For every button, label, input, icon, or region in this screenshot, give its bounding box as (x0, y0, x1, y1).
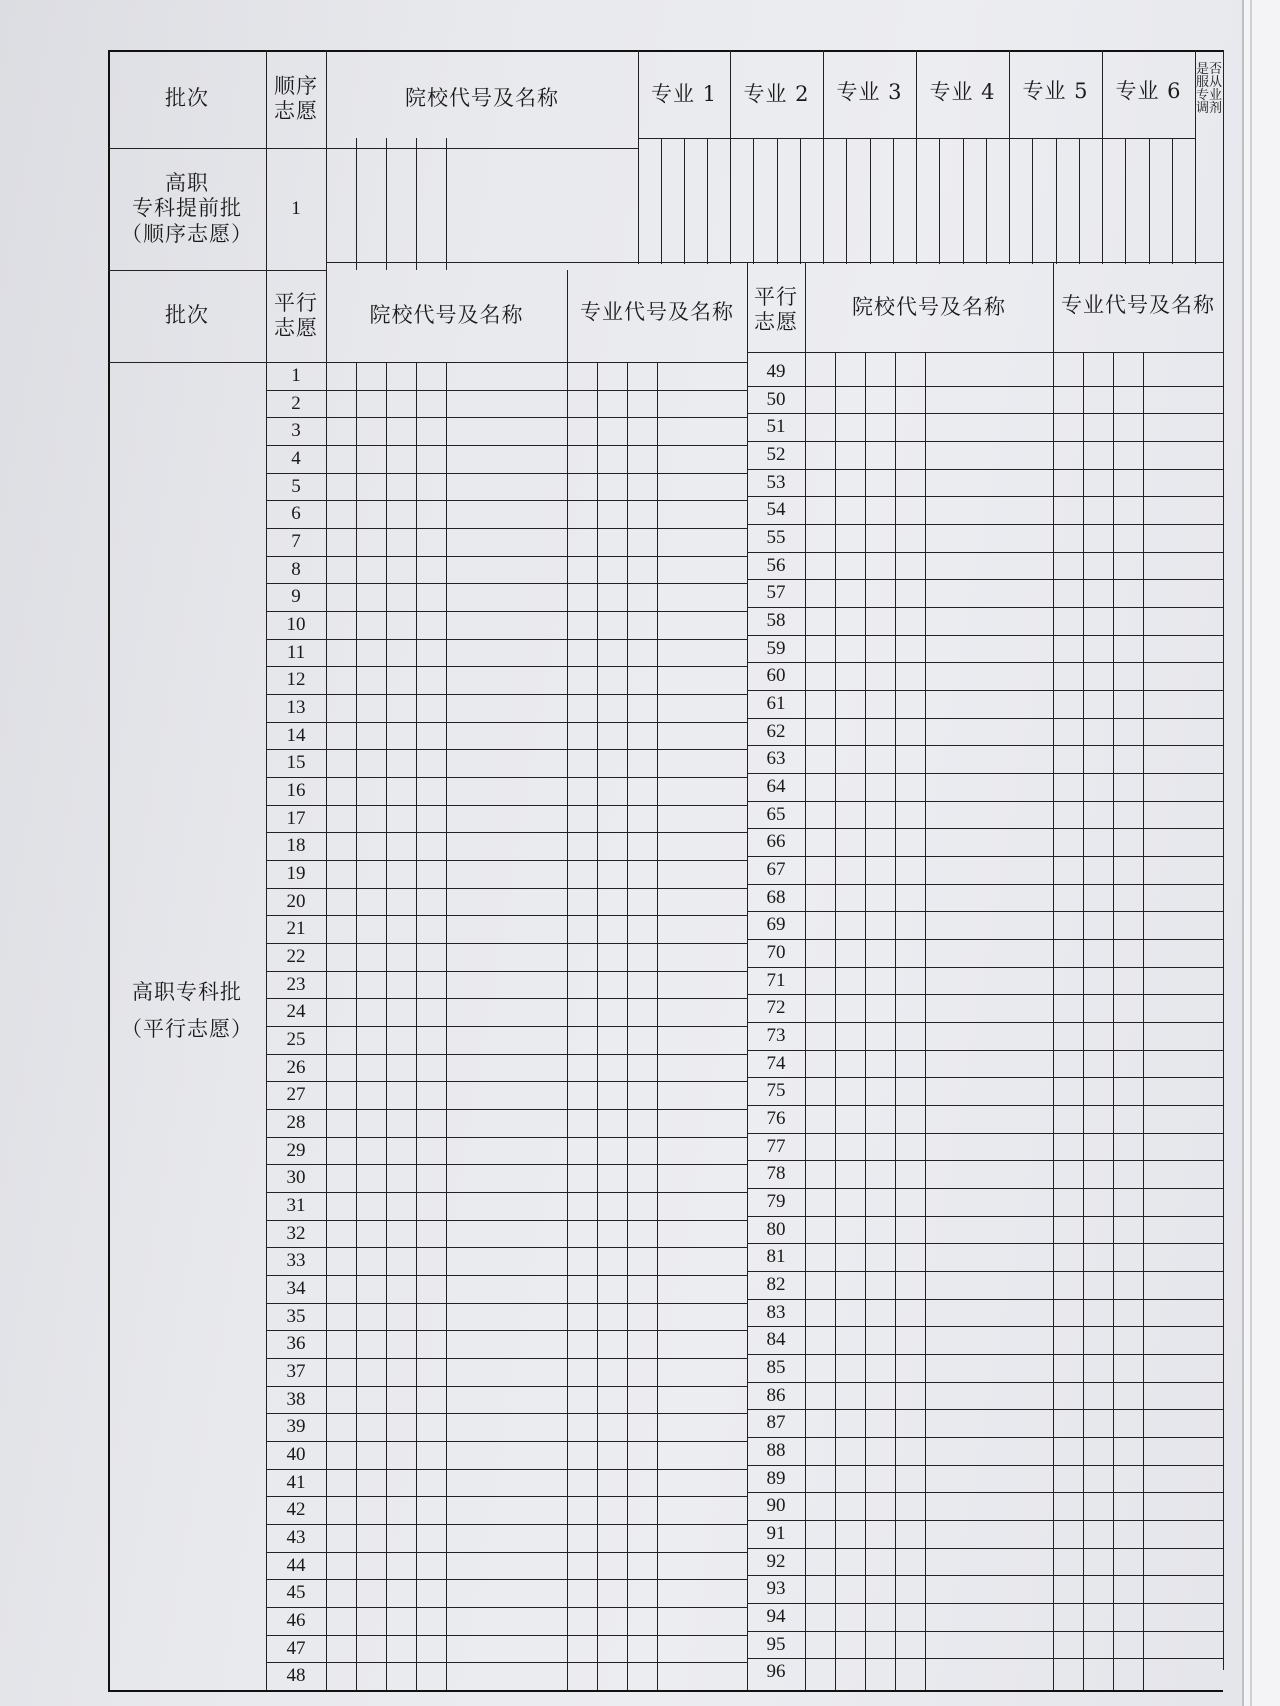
parallel-header-school-label-right: 院校代号及名称 (852, 295, 1006, 320)
grid-line-horizontal (266, 639, 747, 640)
grid-line-vertical (1053, 262, 1054, 1690)
row-number-left: 31 (286, 1194, 306, 1216)
grid-line-horizontal (747, 939, 1223, 940)
grid-line-vertical (1009, 50, 1010, 264)
row-number-left: 12 (286, 668, 306, 690)
header-obey-adjust-label: 是否服从专业调剂 (1195, 62, 1222, 116)
grid-line-horizontal (747, 1105, 1223, 1106)
grid-line-horizontal (747, 1631, 1223, 1632)
row-number-right: 75 (766, 1079, 786, 1101)
row-number-right: 89 (766, 1467, 786, 1489)
grid-line-horizontal (747, 1133, 1223, 1134)
header-major-3-label: 专业 3 (836, 80, 903, 105)
grid-line-horizontal (747, 1603, 1223, 1604)
row-number-right: 85 (766, 1356, 786, 1378)
grid-line-horizontal (266, 1552, 747, 1553)
grid-line-vertical (963, 138, 964, 264)
row-number-right: 61 (766, 692, 786, 714)
grid-line-horizontal (747, 1575, 1223, 1576)
grid-line-vertical (730, 50, 731, 264)
row-number-left: 21 (286, 917, 306, 939)
grid-line-horizontal (266, 1054, 747, 1055)
grid-line-horizontal (747, 967, 1223, 968)
row-number-left: 23 (286, 973, 306, 995)
row-number-right: 92 (766, 1550, 786, 1572)
row-number-right: 71 (766, 969, 786, 991)
grid-line-horizontal (266, 1441, 747, 1442)
parallel-header-wish-label-right: 平行 志愿 (754, 284, 798, 334)
row-number-left: 39 (286, 1415, 306, 1437)
grid-line-vertical (800, 138, 801, 264)
grid-line-vertical (1195, 50, 1196, 264)
row-number-right: 86 (766, 1384, 786, 1406)
grid-line-horizontal (266, 1635, 747, 1636)
grid-line-vertical (638, 50, 639, 264)
grid-line-horizontal (266, 943, 747, 944)
row-number-left: 46 (286, 1609, 306, 1631)
grid-line-horizontal (266, 445, 747, 446)
grid-line-horizontal (266, 417, 747, 418)
grid-line-horizontal (747, 1077, 1223, 1078)
advance-seq-number: 1 (291, 197, 301, 219)
grid-line-horizontal (266, 1386, 747, 1387)
grid-line-horizontal (266, 749, 747, 750)
row-number-right: 50 (766, 388, 786, 410)
grid-line-vertical (356, 138, 357, 270)
row-number-right: 55 (766, 526, 786, 548)
row-number-right: 60 (766, 664, 786, 686)
grid-line-horizontal (266, 1303, 747, 1304)
grid-line-vertical (1102, 50, 1103, 264)
row-number-right: 74 (766, 1052, 786, 1074)
row-number-left: 18 (286, 834, 306, 856)
grid-line-horizontal (266, 1413, 747, 1414)
row-number-right: 51 (766, 415, 786, 437)
grid-line-horizontal (747, 856, 1223, 857)
grid-line-horizontal (747, 994, 1223, 995)
row-number-left: 38 (286, 1388, 306, 1410)
row-number-right: 91 (766, 1522, 786, 1544)
grid-line-horizontal (266, 832, 747, 833)
row-number-right: 49 (766, 360, 786, 382)
grid-line-horizontal (747, 801, 1223, 802)
grid-line-horizontal (266, 666, 747, 667)
row-number-left: 20 (286, 890, 306, 912)
grid-line-horizontal (108, 1690, 1223, 1692)
grid-line-horizontal (747, 1548, 1223, 1549)
grid-line-vertical (753, 138, 754, 264)
row-number-left: 1 (291, 364, 301, 386)
row-number-right: 81 (766, 1245, 786, 1267)
row-number-left: 4 (291, 447, 301, 469)
row-number-right: 82 (766, 1273, 786, 1295)
row-number-right: 90 (766, 1494, 786, 1516)
grid-line-horizontal (747, 1354, 1223, 1355)
grid-line-vertical (108, 50, 110, 1690)
grid-line-horizontal (747, 1326, 1223, 1327)
row-number-left: 7 (291, 530, 301, 552)
grid-line-horizontal (747, 1437, 1223, 1438)
row-number-right: 67 (766, 858, 786, 880)
row-number-left: 32 (286, 1222, 306, 1244)
grid-line-horizontal (266, 500, 747, 501)
grid-line-horizontal (747, 828, 1223, 829)
grid-line-vertical (846, 138, 847, 264)
row-number-left: 27 (286, 1083, 306, 1105)
grid-line-horizontal (747, 1050, 1223, 1051)
row-number-left: 47 (286, 1637, 306, 1659)
grid-line-horizontal (747, 1382, 1223, 1383)
grid-line-horizontal (266, 971, 747, 972)
row-number-left: 17 (286, 807, 306, 829)
grid-line-horizontal (266, 528, 747, 529)
grid-line-horizontal (747, 524, 1223, 525)
header-seq-wish-label: 顺序 志愿 (274, 73, 318, 123)
row-number-left: 9 (291, 585, 301, 607)
grid-line-horizontal (747, 1271, 1223, 1272)
grid-line-horizontal (747, 1216, 1223, 1217)
grid-line-horizontal (266, 390, 747, 391)
grid-line-horizontal (266, 1469, 747, 1470)
grid-line-vertical (870, 138, 871, 264)
grid-line-horizontal (747, 441, 1223, 442)
grid-line-horizontal (747, 1409, 1223, 1410)
grid-line-horizontal (266, 1137, 747, 1138)
grid-line-horizontal (747, 690, 1223, 691)
grid-line-vertical (939, 138, 940, 264)
grid-line-horizontal (266, 777, 747, 778)
grid-line-horizontal (266, 1081, 747, 1082)
row-number-right: 96 (766, 1660, 786, 1682)
grid-line-horizontal (266, 1579, 747, 1580)
grid-line-vertical (1172, 138, 1173, 264)
grid-line-horizontal (266, 1275, 747, 1276)
row-number-left: 6 (291, 502, 301, 524)
grid-line-horizontal (747, 911, 1223, 912)
grid-line-horizontal (747, 1188, 1223, 1189)
row-number-right: 69 (766, 913, 786, 935)
grid-line-vertical (805, 262, 806, 1690)
row-number-right: 87 (766, 1411, 786, 1433)
row-number-right: 59 (766, 637, 786, 659)
grid-line-horizontal (326, 262, 1223, 263)
grid-line-vertical (777, 138, 778, 264)
row-number-left: 48 (286, 1664, 306, 1686)
grid-line-vertical (916, 50, 917, 264)
row-number-right: 52 (766, 443, 786, 465)
grid-line-horizontal (266, 1192, 747, 1193)
parallel-header-major-label-left: 专业代号及名称 (580, 300, 734, 325)
grid-line-horizontal (747, 635, 1223, 636)
grid-line-vertical (386, 138, 387, 270)
grid-line-vertical (1032, 138, 1033, 264)
row-number-right: 57 (766, 581, 786, 603)
row-number-left: 37 (286, 1360, 306, 1382)
grid-line-horizontal (266, 1164, 747, 1165)
grid-line-vertical (661, 138, 662, 264)
grid-line-horizontal (266, 556, 747, 557)
row-number-left: 26 (286, 1056, 306, 1078)
grid-line-horizontal (266, 1524, 747, 1525)
grid-line-vertical (707, 138, 708, 264)
row-number-left: 34 (286, 1277, 306, 1299)
row-number-left: 40 (286, 1443, 306, 1465)
grid-line-horizontal (747, 884, 1223, 885)
parallel-header-wish-label-left: 平行 志愿 (274, 290, 318, 340)
row-number-left: 33 (286, 1249, 306, 1271)
grid-line-vertical (986, 138, 987, 264)
grid-line-horizontal (266, 860, 747, 861)
row-number-right: 53 (766, 471, 786, 493)
grid-line-horizontal (266, 1496, 747, 1497)
grid-line-horizontal (266, 722, 747, 723)
row-number-left: 24 (286, 1000, 306, 1022)
header-school-label: 院校代号及名称 (405, 86, 559, 111)
row-number-left: 44 (286, 1554, 306, 1576)
grid-line-horizontal (266, 611, 747, 612)
grid-line-vertical (326, 50, 327, 270)
row-number-right: 93 (766, 1577, 786, 1599)
row-number-right: 70 (766, 941, 786, 963)
row-number-left: 22 (286, 945, 306, 967)
header-major-6-label: 专业 6 (1115, 79, 1182, 104)
row-number-left: 19 (286, 862, 306, 884)
grid-line-horizontal (266, 1662, 747, 1663)
header-major-5-label: 专业 5 (1022, 79, 1089, 104)
advance-batch-label: 高职 专科提前批 （顺序志愿） (121, 171, 253, 246)
row-number-left: 43 (286, 1526, 306, 1548)
header-major-4-label: 专业 4 (929, 80, 996, 105)
row-number-left: 35 (286, 1305, 306, 1327)
parallel-header-school-label-left: 院校代号及名称 (369, 303, 524, 328)
grid-line-vertical (1079, 138, 1080, 264)
row-number-left: 5 (291, 475, 301, 497)
row-number-right: 76 (766, 1107, 786, 1129)
grid-line-horizontal (747, 579, 1223, 580)
row-number-right: 63 (766, 747, 786, 769)
row-number-right: 62 (766, 720, 786, 742)
row-number-right: 80 (766, 1218, 786, 1240)
row-number-left: 36 (286, 1332, 306, 1354)
grid-line-horizontal (747, 745, 1223, 746)
grid-line-horizontal (747, 552, 1223, 553)
row-number-left: 3 (291, 419, 301, 441)
grid-line-horizontal (747, 607, 1223, 608)
grid-line-horizontal (747, 496, 1223, 497)
grid-line-horizontal (266, 583, 747, 584)
row-number-left: 42 (286, 1498, 306, 1520)
row-number-left: 14 (286, 724, 306, 746)
row-number-right: 79 (766, 1190, 786, 1212)
parallel-header-batch-label: 批次 (165, 303, 209, 328)
grid-line-vertical (326, 270, 327, 1690)
row-number-right: 95 (766, 1633, 786, 1655)
grid-line-horizontal (266, 915, 747, 916)
grid-line-horizontal (266, 1026, 747, 1027)
row-number-right: 64 (766, 775, 786, 797)
row-number-left: 15 (286, 751, 306, 773)
grid-line-horizontal (747, 1299, 1223, 1300)
row-number-left: 30 (286, 1166, 306, 1188)
grid-line-horizontal (747, 1465, 1223, 1466)
row-number-right: 94 (766, 1605, 786, 1627)
row-number-right: 78 (766, 1162, 786, 1184)
grid-line-vertical (1149, 138, 1150, 264)
row-number-right: 54 (766, 498, 786, 520)
grid-line-vertical (416, 138, 417, 270)
row-number-left: 10 (286, 613, 306, 635)
grid-line-vertical (1056, 138, 1057, 264)
grid-line-horizontal (266, 805, 747, 806)
grid-line-horizontal (266, 473, 747, 474)
row-number-left: 45 (286, 1581, 306, 1603)
grid-line-horizontal (266, 888, 747, 889)
row-number-right: 77 (766, 1135, 786, 1157)
grid-line-vertical (567, 270, 568, 1690)
row-number-left: 13 (286, 696, 306, 718)
grid-line-horizontal (747, 718, 1223, 719)
grid-line-horizontal (266, 1607, 747, 1608)
header-major-2-label: 专业 2 (743, 82, 810, 107)
parallel-batch-label: 高职专科批 （平行志愿） (121, 980, 253, 1041)
grid-line-horizontal (266, 1330, 747, 1331)
grid-line-horizontal (747, 773, 1223, 774)
grid-line-horizontal (747, 1243, 1223, 1244)
grid-line-horizontal (747, 413, 1223, 414)
row-number-right: 66 (766, 830, 786, 852)
row-number-right: 83 (766, 1301, 786, 1323)
grid-line-horizontal (108, 148, 638, 149)
grid-line-horizontal (747, 352, 1223, 353)
row-number-right: 84 (766, 1328, 786, 1350)
row-number-right: 56 (766, 554, 786, 576)
grid-line-horizontal (108, 362, 747, 363)
grid-line-horizontal (266, 694, 747, 695)
grid-line-horizontal (747, 1022, 1223, 1023)
parallel-header-major-label-right: 专业代号及名称 (1061, 293, 1215, 318)
row-number-left: 41 (286, 1471, 306, 1493)
row-number-left: 8 (291, 558, 301, 580)
header-batch-label: 批次 (165, 86, 209, 111)
grid-line-horizontal (747, 1658, 1223, 1659)
grid-line-horizontal (266, 1358, 747, 1359)
grid-line-horizontal (266, 998, 747, 999)
row-number-right: 68 (766, 886, 786, 908)
grid-line-vertical (446, 138, 447, 270)
grid-line-horizontal (747, 1160, 1223, 1161)
grid-line-horizontal (266, 1247, 747, 1248)
grid-line-horizontal (266, 1220, 747, 1221)
row-number-right: 72 (766, 996, 786, 1018)
grid-line-horizontal (108, 50, 1223, 52)
grid-line-vertical (1125, 138, 1126, 264)
row-number-right: 88 (766, 1439, 786, 1461)
grid-line-vertical (1223, 50, 1224, 1670)
row-number-left: 25 (286, 1028, 306, 1050)
grid-line-horizontal (108, 270, 326, 271)
grid-line-horizontal (747, 386, 1223, 387)
row-number-left: 2 (291, 392, 301, 414)
grid-line-horizontal (747, 469, 1223, 470)
row-number-left: 29 (286, 1139, 306, 1161)
row-number-left: 28 (286, 1111, 306, 1133)
grid-line-vertical (823, 50, 824, 264)
row-number-left: 11 (286, 641, 306, 663)
grid-line-horizontal (266, 1109, 747, 1110)
header-major-1-label: 专业 1 (650, 82, 718, 107)
row-number-right: 73 (766, 1024, 786, 1046)
row-number-right: 58 (766, 609, 786, 631)
grid-line-horizontal (747, 1492, 1223, 1493)
grid-line-vertical (893, 138, 894, 264)
grid-line-horizontal (747, 662, 1223, 663)
row-number-left: 16 (286, 779, 306, 801)
grid-line-vertical (684, 138, 685, 264)
row-number-right: 65 (766, 803, 786, 825)
grid-line-horizontal (747, 1520, 1223, 1521)
